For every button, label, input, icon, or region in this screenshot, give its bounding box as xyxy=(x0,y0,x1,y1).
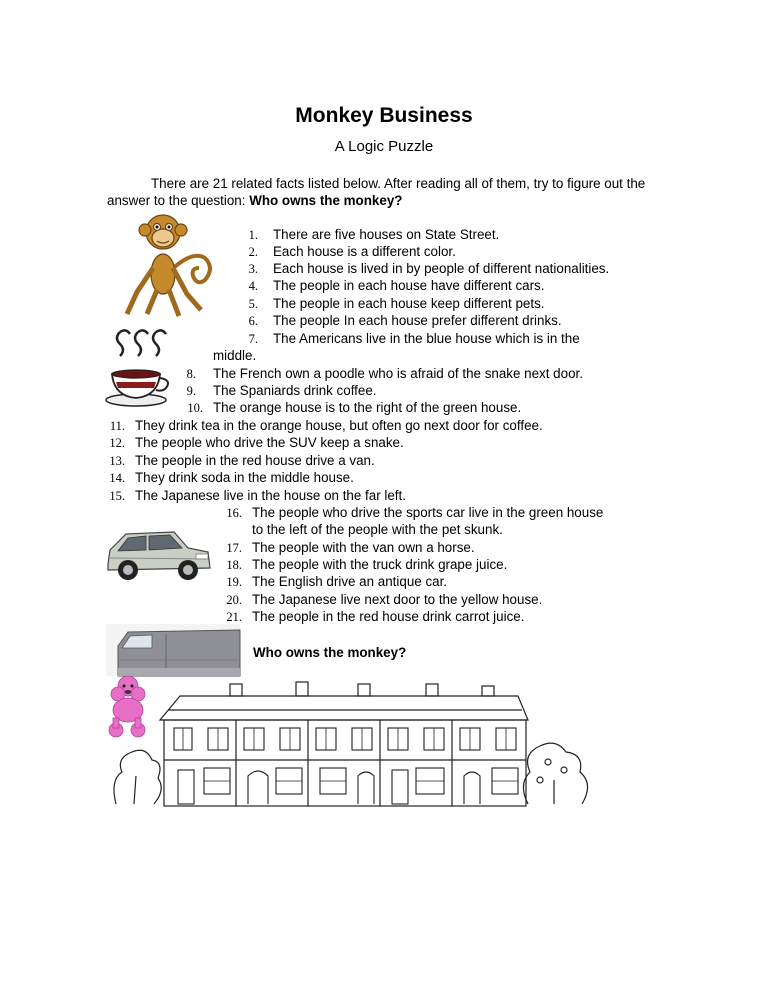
fact-text: The people with the truck drink grape juice. xyxy=(252,557,508,572)
intro-paragraph xyxy=(107,175,672,209)
fact-text: The people In each house prefer different drinks. xyxy=(273,313,562,328)
row-houses-illustration xyxy=(108,680,600,812)
monkey-icon xyxy=(113,210,213,320)
fact-text: The Americans live in the blue house which is in the xyxy=(273,331,580,346)
fact-number: 12. xyxy=(109,436,125,450)
fact-number: 4. xyxy=(248,279,258,293)
fact-text: Each house is lived in by people of different nationalities. xyxy=(273,261,610,276)
fact-number: 20. xyxy=(226,593,242,607)
fact-text: There are five houses on State Street. xyxy=(273,227,500,242)
fact-number: 18. xyxy=(226,558,242,572)
fact-number: 8. xyxy=(186,367,196,381)
fact-number: 15. xyxy=(109,489,125,503)
fact-number: 10. xyxy=(187,401,203,415)
fact-text: The people in each house keep different pets. xyxy=(273,296,545,311)
fact-number: 14. xyxy=(109,471,125,485)
fact-number: 19. xyxy=(226,575,242,589)
fact-text: The English drive an antique car. xyxy=(252,574,448,589)
fact-text: Each house is a different color. xyxy=(273,244,456,259)
fact-text: The people who drive the sports car live in the green house xyxy=(252,505,604,520)
fact-number: 16. xyxy=(226,506,242,520)
fact-number: 13. xyxy=(109,454,125,468)
fact-number: 11. xyxy=(109,419,125,433)
fact-text: The people in each house have different cars. xyxy=(273,278,545,293)
fact-text: The Japanese live in the house on the far left. xyxy=(135,488,406,503)
fact-text: The people with the van own a horse. xyxy=(252,540,475,555)
fact-text: They drink tea in the orange house, but often go next door for coffee. xyxy=(135,418,543,433)
suv-icon xyxy=(104,526,214,584)
fact-text: The people who drive the SUV keep a snake. xyxy=(135,435,404,450)
page-subtitle: A Logic Puzzle xyxy=(334,138,434,155)
page-title: Monkey Business xyxy=(295,104,473,127)
intro-text: There are 21 related facts listed below. After reading all of them, try to figure out the answer to the question: xyxy=(107,176,646,208)
fact-number: 17. xyxy=(226,541,242,555)
fact-text-continued: middle. xyxy=(213,348,257,363)
fact-text: The Japanese live next door to the yellow house. xyxy=(252,592,543,607)
fact-text: They drink soda in the middle house. xyxy=(135,470,354,485)
fact-text: The people in the red house drink carrot juice. xyxy=(252,609,525,624)
fact-text: The Spaniards drink coffee. xyxy=(213,383,377,398)
fact-text: The people in the red house drive a van. xyxy=(135,453,375,468)
fact-number: 9. xyxy=(186,384,196,398)
intro-question: Who owns the monkey? xyxy=(249,193,403,208)
final-question: Who owns the monkey? xyxy=(253,645,407,660)
fact-text: The French own a poodle who is afraid of the snake next door. xyxy=(213,366,583,381)
fact-number: 21. xyxy=(226,610,242,624)
fact-text: The orange house is to the right of the green house. xyxy=(213,400,522,415)
van-icon xyxy=(106,624,240,676)
fact-number: 3. xyxy=(248,262,258,276)
fact-text-continued: to the left of the people with the pet skunk. xyxy=(252,522,503,537)
tea-cup-icon xyxy=(104,328,176,410)
fact-number: 1. xyxy=(248,228,258,242)
fact-number: 6. xyxy=(248,314,258,328)
fact-number: 5. xyxy=(248,297,258,311)
fact-number: 2. xyxy=(248,245,258,259)
fact-number: 7. xyxy=(248,332,258,346)
